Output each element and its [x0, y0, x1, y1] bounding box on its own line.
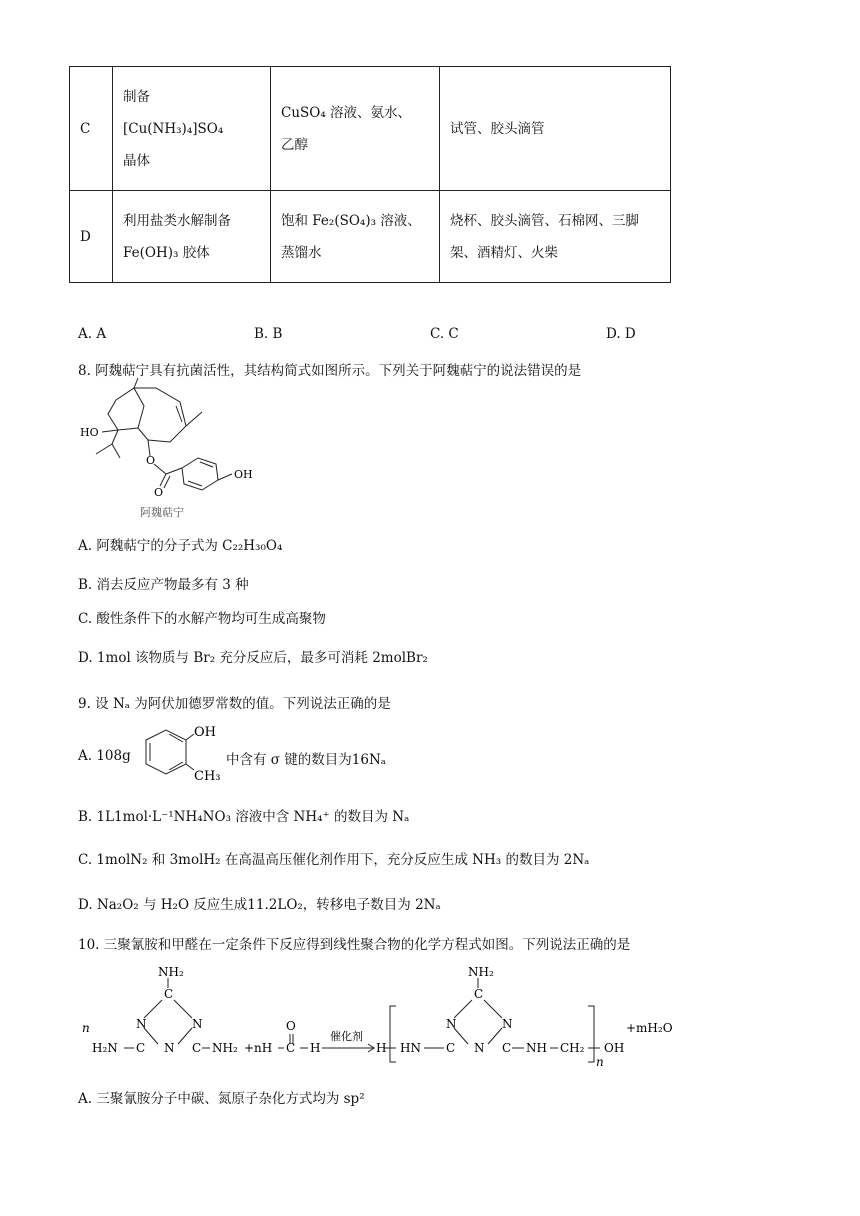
nh-label: NH [526, 1041, 547, 1055]
catalyst-label: 催化剂 [330, 1030, 363, 1043]
q8-option-c[interactable]: C. 酸性条件下的水解产物均可生成高聚物 [78, 611, 326, 627]
row-key: D [70, 191, 113, 283]
q9-option-c[interactable]: C. 1molN₂ 和 3molH₂ 在高温高压催化剂作用下，充分反应生成 NH₃ 的数目为 2Nₐ [78, 852, 590, 868]
choice-a[interactable]: A. A [78, 326, 107, 342]
n-right-2: N [502, 1017, 513, 1031]
c-top-left: C [164, 987, 174, 1001]
o-label: O [286, 1019, 296, 1033]
nh2-top-left: NH₂ [158, 965, 184, 979]
reaction-cell: 制备 [Cu(NH₃)₄]SO₄ 晶体 [113, 67, 271, 191]
ch2-label: CH₂ [560, 1041, 585, 1055]
oh-label: OH [234, 468, 253, 481]
structure-caption: 阿魏萜宁 [140, 506, 184, 519]
plus-nh: +nH [244, 1041, 273, 1055]
afeitening-structure-image [78, 378, 278, 520]
reagent-cell: 饱和 Fe₂(SO₄)₃ 溶液、 蒸馏水 [271, 191, 440, 283]
q8-option-b[interactable]: B. 消去反应产物最多有 3 种 [78, 577, 249, 593]
reagent-cell: CuSO₄ 溶液、氨水、 乙醇 [271, 67, 440, 191]
o-cresol-structure [138, 722, 224, 784]
n-left-1: N [136, 1017, 147, 1031]
n-right-1: N [446, 1017, 457, 1031]
subscript-n: n [596, 1055, 604, 1069]
q10-option-a[interactable]: A. 三聚氰胺分子中碳、氮原子杂化方式均为 sp² [78, 1091, 365, 1107]
ho-label: HO [80, 426, 99, 439]
water-term: +mH₂O [626, 1021, 673, 1035]
c-right-1: C [446, 1041, 456, 1055]
c-left-2: C [192, 1041, 202, 1055]
choice-c[interactable]: C. C [430, 326, 459, 342]
nh2-top-right: NH₂ [468, 965, 494, 979]
n-left-2: N [192, 1017, 203, 1031]
reaction-cell: 利用盐类水解制备 Fe(OH)₃ 胶体 [113, 191, 271, 283]
row-key: C [70, 67, 113, 191]
apparatus-cell: 试管、胶头滴管 [440, 67, 671, 191]
oh-label: OH [194, 725, 216, 740]
q9-stem: 9. 设 Nₐ 为阿伏加德罗常数的值。下列说法正确的是 [78, 696, 391, 712]
q9-option-a-prefix[interactable]: A. 108g [78, 748, 131, 764]
c-right-2: C [502, 1041, 512, 1055]
c-left-1: C [136, 1041, 146, 1055]
h-formaldehyde: H [310, 1041, 321, 1055]
oh-end: OH [604, 1041, 625, 1055]
table-row [70, 191, 671, 283]
ch3-label: CH₃ [194, 769, 221, 784]
polymerization-equation [78, 958, 718, 1070]
nh2-right-left: NH₂ [212, 1041, 238, 1055]
q9-option-b[interactable]: B. 1L1mol·L⁻¹NH₄NO₃ 溶液中含 NH₄⁺ 的数目为 Nₐ [78, 809, 410, 825]
q8-stem: 8. 阿魏萜宁具有抗菌活性，其结构简式如图所示。下列关于阿魏萜宁的说法错误的是 [78, 363, 582, 379]
n-left-3: N [164, 1041, 175, 1055]
coefficient-n: n [82, 1021, 90, 1035]
q8-option-d[interactable]: D. 1mol 该物质与 Br₂ 充分反应后，最多可消耗 2molBr₂ [78, 650, 428, 666]
n-right-3: N [474, 1041, 485, 1055]
ester-oxygen-label: O [146, 454, 156, 467]
c-formaldehyde: C [286, 1041, 296, 1055]
h-end: H [376, 1041, 387, 1055]
hn-label: HN [400, 1041, 421, 1055]
q9-option-d[interactable]: D. Na₂O₂ 与 H₂O 反应生成11.2LO₂，转移电子数目为 2Nₐ [78, 897, 441, 913]
h2n-label: H₂N [92, 1041, 118, 1055]
carbonyl-oxygen-label: O [154, 486, 164, 499]
apparatus-cell: 烧杯、胶头滴管、石棉网、三脚 架、酒精灯、火柴 [440, 191, 671, 283]
choice-b[interactable]: B. B [254, 326, 283, 342]
q8-option-a[interactable]: A. 阿魏萜宁的分子式为 C₂₂H₃₀O₄ [78, 538, 283, 554]
choice-d[interactable]: D. D [606, 326, 636, 342]
table-row [70, 67, 671, 191]
q9-option-a-suffix[interactable]: 中含有 σ 键的数目为16Nₐ [226, 752, 386, 768]
q10-stem: 10. 三聚氰胺和甲醛在一定条件下反应得到线性聚合物的化学方程式如图。下列说法正确的是 [78, 937, 631, 953]
c-top-right: C [474, 987, 484, 1001]
options-table [69, 66, 671, 283]
